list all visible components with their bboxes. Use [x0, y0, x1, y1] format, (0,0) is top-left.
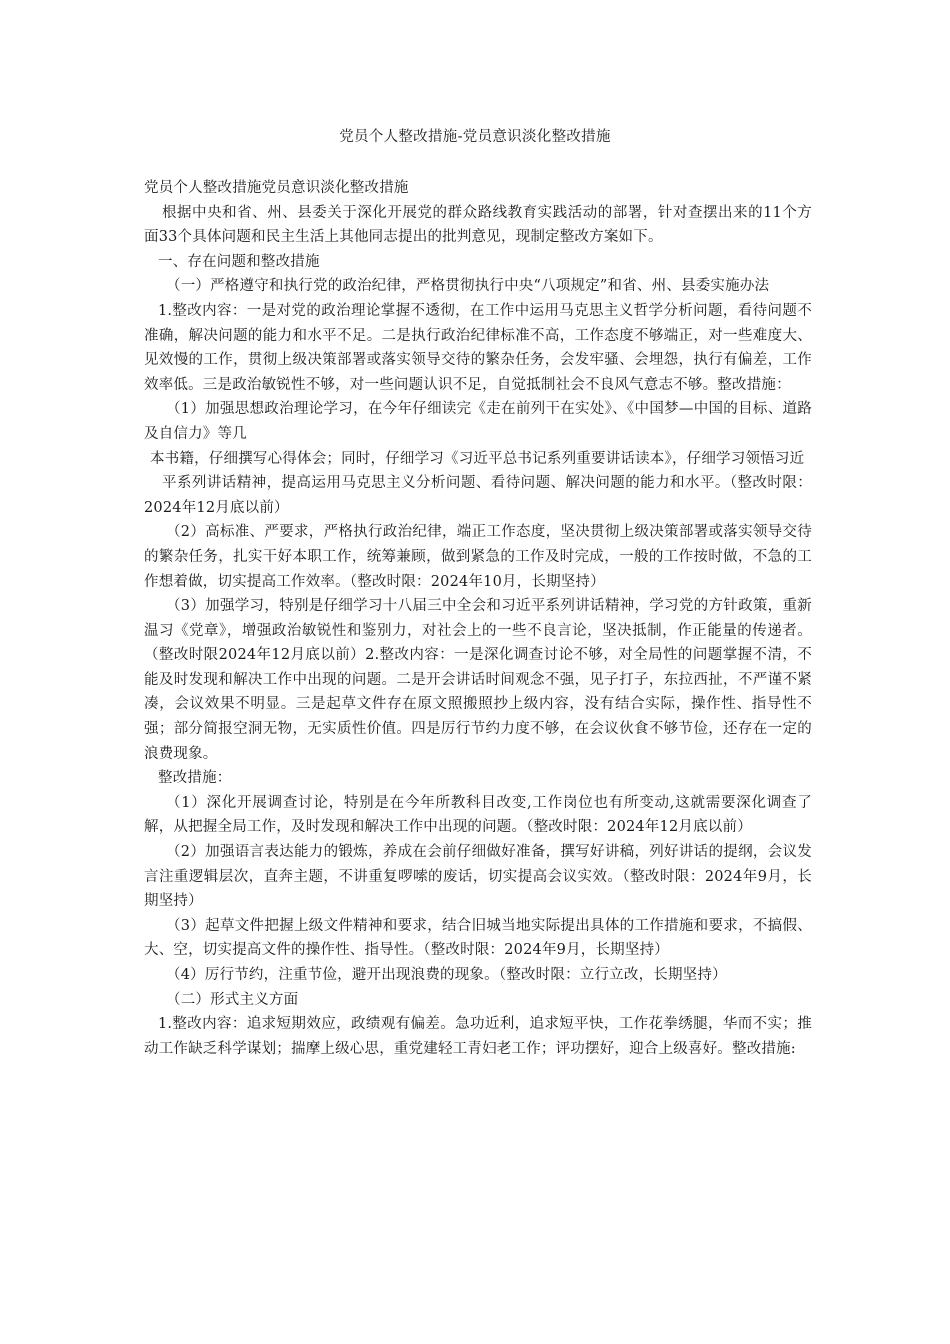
document-title: 党员个人整改措施-党员意识淡化整改措施 [339, 129, 611, 145]
subsection-heading: （一）严格遵守和执行党的政治纪律，严格贯彻执行中央“八项规定”和省、州、县委实施办法 [166, 278, 770, 295]
intro-paragraph: 根据中央和省、州、县委关于深化开展党的群众路线教育实践活动的部署，针对查摆出来的11个方面33个具体问题和民主生活上其他同志提出的批判意见，现制定整改方案如下。 [144, 204, 812, 246]
body-paragraph: 平系列讲话精神，提高运用马克思主义分析问题、看待问题、解决问题的能力和水平。（整改时限：2024年12月底以前） [144, 475, 812, 516]
document-body [144, 176, 812, 1061]
section-heading: 一、存在问题和整改措施 [158, 253, 320, 270]
subtitle-paragraph: 党员个人整改措施党员意识淡化整改措施 [144, 180, 409, 196]
body-paragraph: （4）厉行节约，注重节俭，避开出现浪费的现象。（整改时限：立行立改，长期坚持） [166, 967, 727, 983]
body-paragraph: 1.整改内容：追求短期效应，政绩观有偏差。急功近利，追求短平快，工作花拳绣腿，华而不实；推动工作缺乏科学谋划；揣摩上级心思，重党建轻工青妇老工作；评功摆好，迎合上级喜好。整改措施: [144, 1016, 812, 1057]
body-paragraph: 整改措施： [158, 770, 232, 787]
body-paragraph: （1）加强思想政治理论学习，在今年仔细读完《走在前列干在实处》、《中国梦—中国的目标、道路及自信力》等几 [144, 401, 812, 442]
body-paragraph: （2）加强语言表达能力的锻炼，养成在会前仔细做好准备，撰写好讲稿，列好讲话的提纲，会议发言注重逻辑层次，直奔主题，不讲重复啰嗦的废话，切实提高会议实效。（整改时限：2024年9月，长期坚持） [144, 844, 812, 910]
body-paragraph: 本书籍，仔细撰写心得体会；同时，仔细学习《习近平总书记系列重要讲话读本》，仔细学习领悟习近 [150, 450, 805, 467]
body-paragraph: 1.整改内容：一是对党的政治理论掌握不透彻，在工作中运用马克思主义哲学分析问题，看待问题不准确，解决问题的能力和水平不足。二是执行政治纪律标准不高，工作态度不够端正，对一些难度大、见效慢的工作，贯彻上级决策部署或落实领导交待的繁杂任务，会发牢骚、会埋怨，执行有偏差，工作效率低。三是政治敏锐性不够，对一些问题认识不足，自觉抵制社会不良风气意志不够。整改措施： [144, 302, 812, 393]
body-paragraph: （1）深化开展调查讨论，特别是在今年所教科目改变,工作岗位也有所变动,这就需要深化调查了解，从把握全局工作，及时发现和解决工作中出现的问题。（整改时限：2024年12月底以前） [144, 794, 812, 836]
body-paragraph: （3）加强学习，特别是仔细学习十八届三中全会和习近平系列讲话精神，学习党的方针政策，重新温习《党章》，增强政治敏锐性和鉴别力，对社会上的一些不良言论，坚决抵制，作正能量的传递者。（整改时限2024年12月底以前）2.整改内容：一是深化调查讨论不够，对全局性的问题掌握不清，不能及时发现和解决工作中出现的问题。二是开会讲话时间观念不强，见子打子，东拉西扯，不严谨不紧凑，会议效果不明显。三是起草文件存在原文照搬照抄上级内容，没有结合实际，操作性、指导性不强；部分简报空洞无物，无实质性价值。四是厉行节约力度不够，在会议伙食不够节俭，还存在一定的浪费现象。 [144, 598, 812, 762]
body-paragraph: （3）起草文件把握上级文件精神和要求，结合旧城当地实际提出具体的工作措施和要求，不搞假、大、空，切实提高文件的操作性、指导性。（整改时限：2024年9月，长期坚持） [144, 917, 812, 959]
body-paragraph: （2）高标准、严要求，严格执行政治纪律，端正工作态度，坚决贯彻上级决策部署或落实领导交待的繁杂任务，扎实干好本职工作，统筹兼顾，做到紧急的工作及时完成，一般的工作按时做，不急的工作想着做，切实提高工作效率。（整改时限：2024年10月，长期坚持） [144, 524, 812, 590]
subsection-heading: （二）形式主义方面 [166, 991, 299, 1008]
